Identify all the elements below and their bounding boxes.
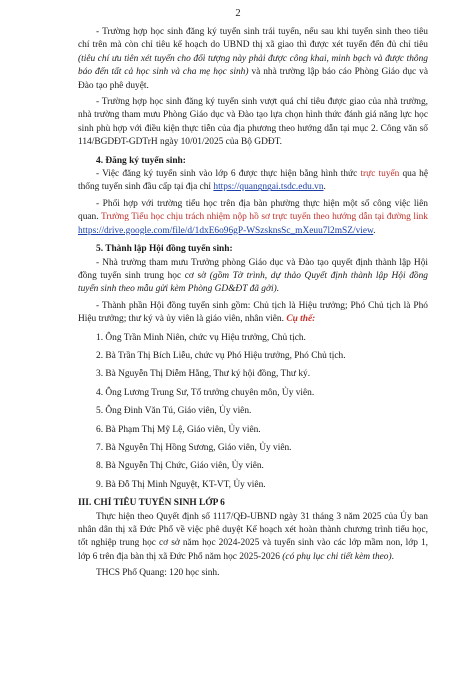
- italic-note: (có phụ lục chi tiết kèm theo): [282, 551, 392, 562]
- list-item: 9. Bà Đỗ Thị Minh Nguyệt, KT-VT, Ủy viên.: [96, 479, 266, 490]
- text-run: - Việc đăng ký tuyển sinh vào lớp 6 được thực hiện bằng hình thức: [96, 169, 361, 180]
- italic-note: (tiêu chí ưu tiên xét tuyển cho đối tượng này phải được công khai, minh bạch và được thông báo đến tất cả học sinh và cha mẹ học sinh): [78, 53, 428, 78]
- highlight-text: trực tuyến: [360, 169, 400, 180]
- paragraph-council-decision: [78, 257, 428, 297]
- paragraph-quota-decision: [78, 511, 428, 565]
- italic-note: (gồm Tờ trình, dự thảo Quyết định thành lập Hội đồng tuyển sinh theo mẫu gửi kèm Phòng GD&ĐT đã gởi).: [78, 270, 428, 295]
- council-member-list: [78, 332, 428, 493]
- highlight-text: Cụ thể:: [286, 314, 316, 325]
- text-run: - Trường hợp học sinh đăng ký tuyển sinh trái tuyến, nếu sau khi tuyển sinh theo tiêu chí trên mà còn chỉ tiêu kế hoạch do UBND thị xã giao thì được xét tuyển đến đủ chỉ tiêu: [78, 27, 428, 51]
- text-run: qua hệ thống tuyển sinh đầu cấp tại địa chỉ: [78, 169, 428, 193]
- list-item: 2. Bà Trần Thị Bích Liễu, chức vụ Phó Hiệu trưởng, Phó Chủ tịch.: [96, 350, 346, 361]
- paragraph-school-quota: THCS Phổ Quang: 120 học sinh.: [96, 568, 220, 579]
- paragraph-primary-school-coordination: [78, 198, 428, 238]
- drive-link[interactable]: https://drive.google.com/file/d/1dxE6o96gP-WSzsknsSc_mXeuu7l2mSZ/view: [78, 225, 374, 236]
- list-item: 3. Bà Nguyễn Thị Diễm Hằng, Thư ký hội đồng, Thư ký.: [96, 369, 311, 380]
- paragraph-online-registration: [78, 168, 428, 195]
- text-run: - Thành phần Hội đồng tuyển sinh gồm: Chủ tịch là Hiệu trưởng; Phó Chủ tịch là Phó Hiệu trưởng; thư ký và ủy viên là giáo viên, nhân viên.: [78, 300, 428, 325]
- list-item: 1. Ông Trần Minh Niên, chức vụ Hiệu trưởng, Chủ tịch.: [96, 332, 306, 343]
- heading-registration: 4. Đăng ký tuyển sinh:: [96, 155, 186, 166]
- document-body: [78, 26, 428, 581]
- list-item: 4. Ông Lương Trung Sư, Tổ trưởng chuyên môn, Ủy viên.: [96, 387, 315, 398]
- paragraph-over-quota: - Trường hợp học sinh đăng ký tuyển sinh vượt quá chỉ tiêu được giao của nhà trường, nhà trường tham mưu Phòng Giáo dục và Đào tạo lựa chọn hình thức đánh giá năng lực học sinh phù hợp với điều kiện thực tiễn của địa phương theo hướng dẫn tại mục 2. Công văn số 114/BGDĐT-GDTrH ngày 10/01/2025 của Bộ GDĐT.: [78, 97, 428, 148]
- list-item: 6. Bà Phạm Thị Mỹ Lệ, Giáo viên, Ủy viên.: [96, 424, 261, 435]
- text-run: và nhà trường lập báo cáo Phòng Giáo dục và Đào tạo phê duyệt.: [78, 67, 428, 91]
- text-run: .: [323, 182, 326, 193]
- text-run: Thực hiện theo Quyết định số 1117/QĐ-UBND ngày 31 tháng 3 năm 2025 của Ủy ban nhân dân thị xã Đức Phổ về việc phê duyệt Kế hoạch xét hoàn thành chương trình tiểu học, tốt nghiệp trung học cơ sở năm học 2024-2025 và tuyển sinh vào các lớp mầm non, lớp 1, lớp 6 trên địa bàn thị xã Đức Phổ năm học 2025-2026: [78, 511, 428, 562]
- highlight-text: Trường Tiểu học chịu trách nhiệm nộp hồ sơ trực tuyến theo hướng dẫn tại đường link: [100, 212, 428, 223]
- text-run: - Nhà trường tham mưu Trưởng phòng Giáo dục và Đào tạo quyết định thành lập Hội đồng tuyển sinh trung học cơ sở: [78, 257, 428, 281]
- list-item: 7. Bà Nguyễn Thị Hồng Sương, Giáo viên, Ủy viên.: [96, 442, 292, 453]
- text-run: - Phối hợp với trường tiểu học trên địa bàn phường thực hiện một số công việc liên quan.: [78, 198, 428, 223]
- text-run: .: [373, 225, 376, 236]
- heading-enrollment-quota: III. CHỈ TIÊU TUYỂN SINH LỚP 6: [78, 498, 225, 509]
- heading-council: 5. Thành lập Hội đồng tuyển sinh:: [96, 244, 233, 255]
- text-run: .: [391, 551, 394, 562]
- list-item: 8. Bà Nguyễn Thị Chức, Giáo viên, Ủy viên.: [96, 461, 264, 472]
- paragraph-council-composition: [78, 300, 428, 327]
- page-number: 2: [235, 8, 241, 19]
- registration-link[interactable]: https://quangngai.tsdc.edu.vn: [213, 182, 324, 193]
- list-item: 5. Ông Đinh Văn Tú, Giáo viên, Ủy viên.: [96, 406, 252, 417]
- paragraph-cross-zone-admission: [78, 26, 428, 93]
